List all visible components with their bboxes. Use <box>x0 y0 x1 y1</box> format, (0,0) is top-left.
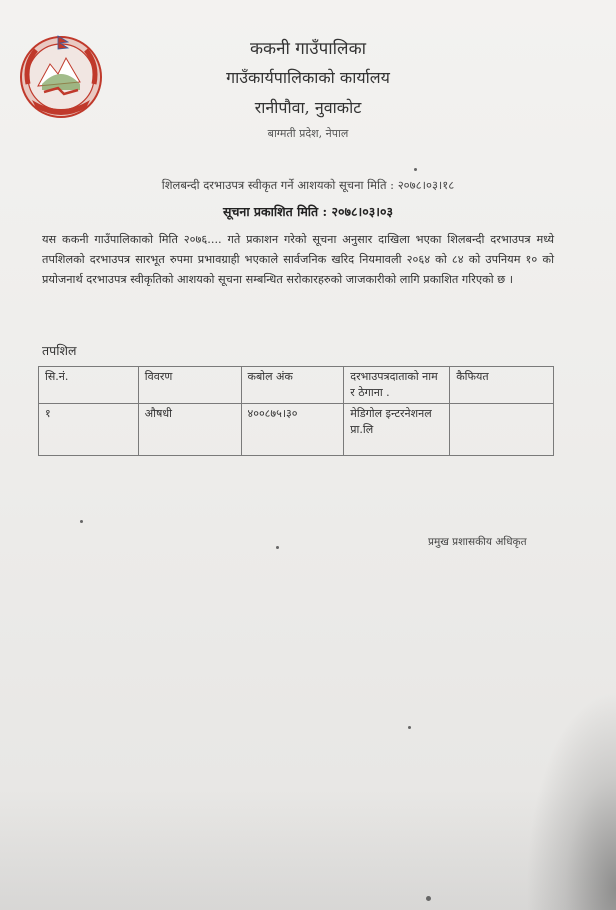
header-description: विवरण <box>138 367 241 404</box>
cell-bidder: मेडिगोल इन्टरनेशनल प्रा.लि <box>344 404 450 456</box>
header-serial: सि.नं. <box>39 367 139 404</box>
corner-shadow <box>526 690 616 910</box>
office-department: गाउँकार्यपालिकाको कार्यालय <box>226 68 390 87</box>
office-province: बाग्मती प्रदेश, नेपाल <box>267 127 349 140</box>
details-table <box>38 366 554 456</box>
cell-description: औषधी <box>138 404 241 456</box>
header-bid-amount: कबोल अंक <box>241 367 344 404</box>
office-location: रानीपौवा, नुवाकोट <box>254 98 362 117</box>
paper-speck <box>426 896 431 901</box>
table-header-row <box>39 367 554 404</box>
cell-remarks <box>450 404 554 456</box>
paper-speck <box>408 726 411 729</box>
signature-title: प्रमुख प्रशासकीय अधिकृत <box>428 536 527 548</box>
header-remarks: कैफियत <box>450 367 554 404</box>
notice-body: यस ककनी गाउँपालिकाको मिति २०७६.... गते प्रकाशन गरेको सूचना अनुसार दाखिला भएका शिलबन्दी दरभाउपत्र मध्ये तपशिलको दरभाउपत्र सारभूत रुपमा प्रभावग्राही भएकाले सार्वजनिक खरिद नियमावली २०६४ को ८४ को उपनियम १० को प्रयोजनार्थ दरभाउपत्र स्वीकृतिको आशयको सूचना सम्बन्धित सरोकारहरुको जाजकारीको लागि प्रकाशित गरिएको छ । <box>42 233 554 286</box>
table-title: तपशिल <box>42 343 77 358</box>
cell-bid-amount: ४००८७५।३० <box>241 404 344 456</box>
paper-speck <box>276 546 279 549</box>
office-name: ककनी गाउँपालिका <box>249 39 367 59</box>
notice-subject: शिलबन्दी दरभाउपत्र स्वीकृत गर्ने आशयको सूचना मिति : २०७८।०३।१८ <box>161 178 455 192</box>
paper-speck <box>414 168 417 171</box>
cell-serial: १ <box>39 404 139 456</box>
header-bidder: दरभाउपत्रदाताको नाम र ठेगाना . <box>344 367 450 404</box>
table-row <box>39 404 554 456</box>
paper-speck <box>80 520 83 523</box>
notice-published-date: सूचना प्रकाशित मिति : २०७८।०३।०३ <box>223 204 393 219</box>
bottom-shadow <box>0 790 616 910</box>
